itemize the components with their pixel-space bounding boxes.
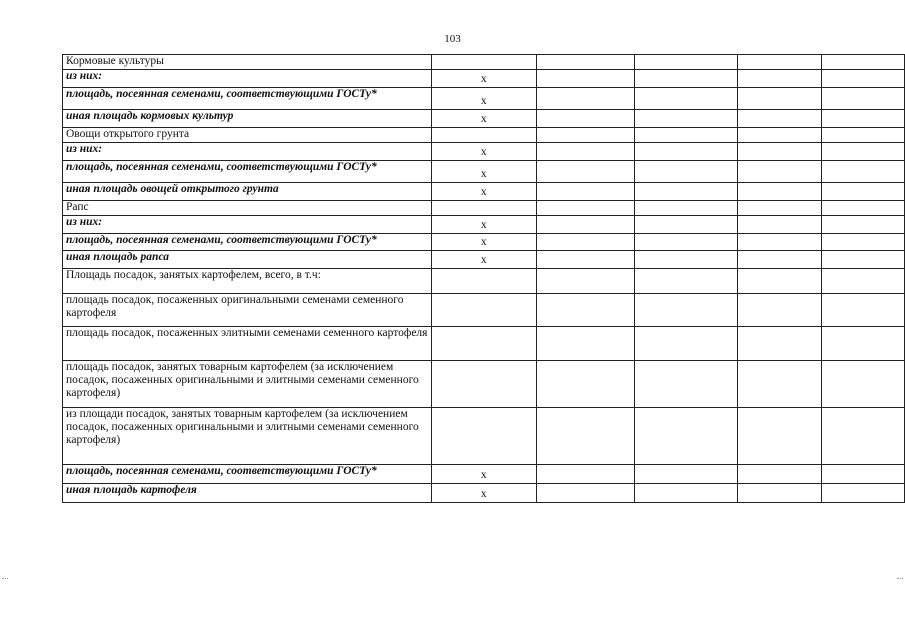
value-cell	[635, 128, 738, 143]
value-cell	[821, 234, 904, 251]
row-label: Рапс	[63, 201, 432, 216]
margin-mark-left	[2, 578, 8, 579]
row-mark-cell: x	[431, 143, 536, 161]
table-row	[63, 70, 905, 88]
value-cell	[821, 465, 904, 484]
value-cell	[635, 183, 738, 201]
row-label: Кормовые культуры	[63, 55, 432, 70]
row-mark-cell	[431, 361, 536, 408]
value-cell	[635, 201, 738, 216]
value-cell	[635, 361, 738, 408]
value-cell	[738, 408, 822, 465]
table-row	[63, 361, 905, 408]
row-mark-cell	[431, 294, 536, 327]
value-cell	[738, 201, 822, 216]
table-row	[63, 88, 905, 110]
row-mark-cell	[431, 327, 536, 361]
row-mark-cell	[431, 201, 536, 216]
value-cell	[536, 70, 634, 88]
row-mark-cell: x	[431, 88, 536, 110]
row-mark-cell	[431, 408, 536, 465]
row-label: иная площадь рапса	[63, 251, 432, 269]
row-mark-cell: x	[431, 216, 536, 234]
value-cell	[821, 327, 904, 361]
value-cell	[635, 216, 738, 234]
value-cell	[738, 143, 822, 161]
value-cell	[738, 251, 822, 269]
table-row	[63, 128, 905, 143]
value-cell	[738, 55, 822, 70]
row-label: Площадь посадок, занятых картофелем, всего, в т.ч:	[63, 269, 432, 294]
value-cell	[821, 201, 904, 216]
table-row	[63, 201, 905, 216]
value-cell	[536, 361, 634, 408]
value-cell	[635, 70, 738, 88]
table-row	[63, 55, 905, 70]
value-cell	[821, 128, 904, 143]
row-mark-cell: x	[431, 484, 536, 503]
value-cell	[635, 465, 738, 484]
value-cell	[536, 110, 634, 128]
value-cell	[635, 234, 738, 251]
value-cell	[635, 88, 738, 110]
row-label: иная площадь кормовых культур	[63, 110, 432, 128]
table-row	[63, 251, 905, 269]
value-cell	[635, 143, 738, 161]
table-row	[63, 234, 905, 251]
value-cell	[536, 201, 634, 216]
value-cell	[821, 70, 904, 88]
value-cell	[536, 408, 634, 465]
value-cell	[821, 55, 904, 70]
value-cell	[635, 110, 738, 128]
row-label: из площади посадок, занятых товарным картофелем (за исключением посадок, посаженных оригинальными и элитными семенами семенного картофеля)	[63, 408, 432, 465]
value-cell	[536, 216, 634, 234]
value-cell	[821, 216, 904, 234]
row-label: площадь, посеянная семенами, соответствующими ГОСТу*	[63, 234, 432, 251]
value-cell	[536, 128, 634, 143]
value-cell	[738, 70, 822, 88]
value-cell	[821, 183, 904, 201]
value-cell	[635, 327, 738, 361]
value-cell	[738, 234, 822, 251]
value-cell	[738, 269, 822, 294]
table-row	[63, 294, 905, 327]
value-cell	[536, 484, 634, 503]
value-cell	[738, 183, 822, 201]
value-cell	[821, 269, 904, 294]
table-row	[63, 110, 905, 128]
value-cell	[821, 294, 904, 327]
value-cell	[635, 294, 738, 327]
table-row	[63, 465, 905, 484]
value-cell	[821, 88, 904, 110]
value-cell	[738, 88, 822, 110]
row-mark-cell: x	[431, 183, 536, 201]
value-cell	[738, 110, 822, 128]
value-cell	[738, 465, 822, 484]
table-row	[63, 143, 905, 161]
row-label: площадь посадок, посаженных оригинальными семенами семенного картофеля	[63, 294, 432, 327]
value-cell	[536, 251, 634, 269]
value-cell	[536, 55, 634, 70]
value-cell	[821, 143, 904, 161]
value-cell	[536, 465, 634, 484]
value-cell	[738, 161, 822, 183]
row-label: площадь, посеянная семенами, соответствующими ГОСТу*	[63, 88, 432, 110]
table-body	[63, 55, 905, 503]
row-mark-cell	[431, 269, 536, 294]
value-cell	[738, 484, 822, 503]
row-label: из них:	[63, 70, 432, 88]
table-row	[63, 183, 905, 201]
value-cell	[738, 361, 822, 408]
value-cell	[821, 408, 904, 465]
row-mark-cell: x	[431, 251, 536, 269]
value-cell	[536, 88, 634, 110]
table-row	[63, 161, 905, 183]
value-cell	[821, 251, 904, 269]
row-mark-cell: x	[431, 465, 536, 484]
value-cell	[738, 327, 822, 361]
row-mark-cell: x	[431, 161, 536, 183]
table-row	[63, 327, 905, 361]
row-label: площадь, посеянная семенами, соответствующими ГОСТу*	[63, 465, 432, 484]
row-label: площадь, посеянная семенами, соответствующими ГОСТу*	[63, 161, 432, 183]
value-cell	[821, 161, 904, 183]
table-row	[63, 216, 905, 234]
table-row	[63, 408, 905, 465]
value-cell	[821, 110, 904, 128]
row-label: площадь посадок, занятых товарным картофелем (за исключением посадок, посаженных оригинальными и элитными семенами семенного картофеля)	[63, 361, 432, 408]
value-cell	[536, 183, 634, 201]
crop-area-table	[62, 54, 905, 503]
value-cell	[738, 294, 822, 327]
table-row	[63, 269, 905, 294]
row-mark-cell: x	[431, 110, 536, 128]
table-row	[63, 484, 905, 503]
row-label: Овощи открытого грунта	[63, 128, 432, 143]
value-cell	[536, 234, 634, 251]
page-number: 103	[444, 33, 461, 45]
value-cell	[536, 161, 634, 183]
value-cell	[738, 216, 822, 234]
value-cell	[635, 408, 738, 465]
row-label: из них:	[63, 216, 432, 234]
value-cell	[738, 128, 822, 143]
margin-mark-right	[897, 578, 903, 579]
row-mark-cell: x	[431, 234, 536, 251]
row-mark-cell	[431, 55, 536, 70]
row-label: иная площадь картофеля	[63, 484, 432, 503]
value-cell	[821, 361, 904, 408]
row-label: площадь посадок, посаженных элитными семенами семенного картофеля	[63, 327, 432, 361]
value-cell	[536, 143, 634, 161]
value-cell	[536, 327, 634, 361]
value-cell	[536, 269, 634, 294]
value-cell	[635, 161, 738, 183]
row-mark-cell: x	[431, 70, 536, 88]
value-cell	[635, 55, 738, 70]
value-cell	[635, 484, 738, 503]
row-label: иная площадь овощей открытого грунта	[63, 183, 432, 201]
row-mark-cell	[431, 128, 536, 143]
row-label: из них:	[63, 143, 432, 161]
value-cell	[821, 484, 904, 503]
value-cell	[635, 251, 738, 269]
value-cell	[635, 269, 738, 294]
value-cell	[536, 294, 634, 327]
